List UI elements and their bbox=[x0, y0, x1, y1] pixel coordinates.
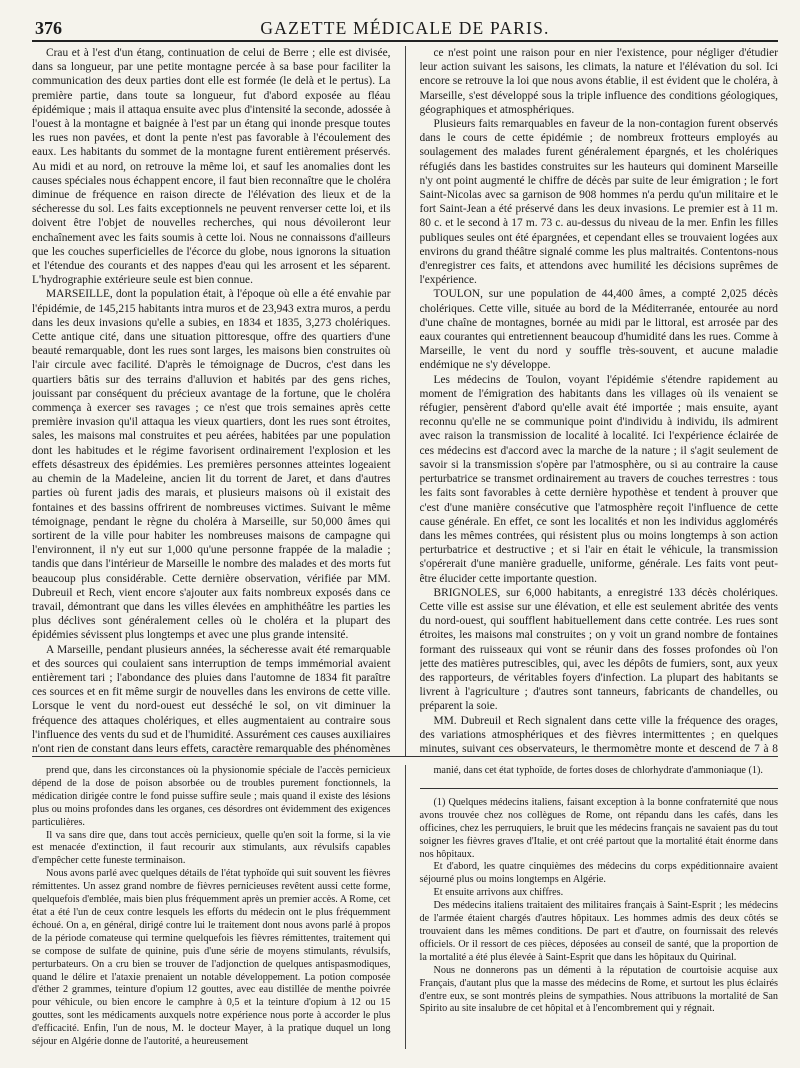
paragraph: Crau et à l'est d'un étang, continuation de celui de Berre ; elle est divisée, dans sa longueur, par une petite montagne percée à sa base pour faciliter la communication des deux parties dont elle est formée (le delà et le pertus). La première partie, dans toute sa longueur, fut d'abord exposée au fléau épidémique ; mais il attaqua ensuite avec plus d'intensité la seconde, adossée à l'ouest à la montagne et baignée à l'est par un étang qui inonde presque toutes les rues non pavées, et dont la pente n'est pas favorable à l'écoulement des eaux. Les habitants du sommet de la montagne furent entièrement préservés. Au midi et au nord, on retrouve la même loi, et sauf les anomalies dont les causes spéciales nous échappent encore, il faut bien reconnaître que le choléra diminue de fréquence en raison directe de l'élévation des lieux et de la sécheresse du sol. Les faits exceptionnels ne peuvent renverser cette loi, et ils doivent être l'objet de nouvelles recherches, qui nous dévoileront leur enchaînement avec les faits soumis à cette loi. Nous ne connaissons d'ailleurs que les couches superficielles de l'écorce du globe, nous ignorons la situation et l'étendue des courants et des nappes d'eau qui les arrosent et les séparent. L'hydrographie extérieure seule est bien connue. bbox=[32, 47, 391, 287]
secondary-column-right bbox=[420, 765, 779, 1049]
footnote-paragraph: Et ensuite arrivons aux chiffres. bbox=[433, 887, 564, 899]
paragraph: Plusieurs faits remarquables en faveur de la non-contagion furent observés dans le cours de cette épidémie ; de nombreux frotteurs employés au soulagement des malades furent généralement épargnés, et les cholériques réfugiés dans les bastides construites sur les hauteurs qui dominent Marseille n'y ont point augmenté le chiffre de décès par suite de leur émigration ; le fort Saint-Nicolas avec sa garnison de 908 hommes n'a perdu qu'un militaire et le fort Saint-Jean a été préservé dans les deux invasions. Le premier est à 11 m. 80 c. et le second à 17 m. 73 c. au-dessus du niveau de la mer. Enfin les filles publiques seules ont été épargnées, et cependant elles se trouvaient logées aux environs du grand théâtre signalé comme les plus maltraités. Contentons-nous d'enregistrer ces faits, et attendons avec humilité les décisions suprêmes de l'expérience. bbox=[419, 118, 778, 287]
paragraph: TOULON, sur une population de 44,400 âmes, a compté 2,025 décès cholériques. Cette ville, située au bord de la Méditerranée, entourée au nord d'une chaîne de montagnes, bornée au midi par le littoral, est arrosée par des eaux courantes qui entretiennent beaucoup d'humidité dans les rues. Comme à Marseille, le vent du nord y souffle très-souvent, et aucune maladie endémique ne s'y développe. bbox=[419, 288, 778, 372]
main-article bbox=[32, 46, 778, 757]
page-header bbox=[32, 0, 778, 42]
journal-title: GAZETTE MÉDICALE DE PARIS. bbox=[260, 18, 550, 38]
paragraph: Les médecins de Toulon, voyant l'épidémie s'étendre rapidement au moment de l'émigration des habitants dans les villages où ils venaient se réfugier, pensèrent d'abord qu'elle avait été importée ; mais ensuite, ayant reconnu qu'elle ne se communique point d'individu à individu, ils admirent avec raison la transmission de localité à localité. Ici l'expérience éclairée de ces médecins est d'accord avec la marche de la nature ; il s'agit seulement de savoir si la transmission s'opère par l'atmosphère, ou si au contraire la cause perturbatrice se transmet ordinairement au travers de couches terrestres : tous les faits sont favorables à cette dernière hypothèse et tendent à prouver que c'est d'une manière consécutive que l'atmosphère reçoit l'influence de cette cause générale. En effet, ce sont les localités et non les individus agglomérés dans les mêmes contrées, qui résistent plus ou moins longtemps à son action perturbatrice et destructive ; et si l'air en était le véhicule, la transmission s'opérerait d'une manière graduelle, uniforme, générale. Les faits vont peut-être élucider cette importante question. bbox=[419, 373, 778, 585]
footnote-paragraph: Et d'abord, les quatre cinquièmes des médecins du corps expéditionnaire avaient séjourné plus ou moins longtemps en Algérie. bbox=[419, 861, 778, 886]
paragraph: MM. Dubreuil et Rech signalent dans cette ville la fréquence des orages, des variations atmosphériques et des fièvres intermittentes ; en quelques minutes, suivant ces observateurs, le thermomètre monte et descend de 7 à 8 bbox=[419, 714, 778, 755]
footnote-separator bbox=[420, 788, 779, 789]
page-number: 376 bbox=[35, 18, 62, 38]
column-divider bbox=[405, 46, 406, 756]
article-column-right bbox=[420, 46, 779, 756]
footnote-paragraph: (1) Quelques médecins italiens, faisant exception à la bonne confraternité que nous avons trouvée chez nos collègues de Rome, ont répandu dans les cafés, dans les officines, chez les perruquiers, le bruit que les médecins français ne savaient pas du tout soigner les fièvres graves d'Italie, et ont créé partout que la mortalité était énorme dans nos hôpitaux. bbox=[419, 796, 779, 860]
paragraph: manié, dans cet état typhoïde, de fortes doses de chlorhydrate d'ammoniaque (1). bbox=[433, 765, 763, 776]
footnote-paragraph: Des médecins italiens traitaient des militaires français à Saint-Esprit ; les médecins de l'armée étaient chargés d'autres hôpitaux. Les hommes admis des deux côtés se trouvaient dans les mêmes conditions. De part et d'autre, on fournissait des relevés officiels. Or il ressort de ces pièces, déposées au conseil de santé, que la proportion de la mortalité a été plus élevée à Saint-Esprit que dans les hôpitaux du Quirinal. bbox=[419, 900, 778, 963]
paragraph: A Marseille, pendant plusieurs années, la sécheresse avait été remarquable et des sources qui coulaient sans interruption de temps immémorial avaient entièrement tari ; l'abondance des pluies dans l'automne de 1834 fit paraître ces sources et en fit même surgir de nouvelles dans les environs de cette ville. Lorsque le vent du nord-ouest eut desséché le sol, on vit diminuer la fréquence des attaques cholériques, et elles augmentaient au contraire sous l'influence des vents du sud et de l'humidité. Assurément ces causes auxiliaires n'ont rien de constant dans leurs effets, caractère remarquable des phénomènes bbox=[32, 643, 391, 755]
column-divider bbox=[405, 765, 406, 1049]
secondary-article bbox=[32, 765, 778, 1049]
paragraph: MARSEILLE, dont la population était, à l'époque où elle a été envahie par l'épidémie, de 145,215 habitants intra muros et de 23,943 extra muros, a perdu dans les deux invasions qu'elle a subies, en 1834 et 1835, 3,273 cholériques. Cette antique cité, dans une situation pittoresque, offre des quartiers d'une beauté remarquable, dont les rues sont larges, les maisons bien construites où l'air circule avec facilité. D'après le témoignage de Ducros, c'est dans les quartiers bâtis sur des terrains d'alluvion et habités par des gens riches, jouissant par conséquent du précieux avantage de la fortune, que le choléra commença à exercer ses ravages ; ce n'est que trois semaines après cette première invasion qu'il attaqua les vieux quartiers, dont les rues sont étroites, sales, les maisons mal construites et peu aérées, habitées par une population dont les habitudes et le régime favorisent ordinairement l'explosion et les effets désastreux des épidémies. Les premières personnes atteintes logeaient au chemin de la Madeleine, ancien lit du torrent de Jaret, et dans d'autres parties où furent jadis des marais, et plusieurs maisons où il existait des fontaines et des bassins offrirent de nombreuses victimes. Suivant le même témoignage, pendant le règne du choléra à Marseille, sur 50,000 âmes qui sortirent de la ville pour habiter les nombreuses maisons de campagne qui l'environnent, il n'y eut sur 1,000 qu'une personne frappée de la maladie ; tandis que dans l'intérieur de Marseille le nombre des malades et des morts fut beaucoup plus considérable. Cette dernière observation, vérifiée par MM. Dubreuil et Rech, vient encore s'ajouter aux faits nombreux exposés dans ce travail, démontrant que dans les villes élevées en amphithéâtre les parties les plus déclives sont généralement celles où le choléra et la plupart des épidémies sévissent plus longtemps et avec une plus grande intensité. bbox=[32, 288, 391, 642]
paragraph: Nous avons parlé avec quelques détails de l'état typhoïde qui suit souvent les fièvres rémittentes. Un assez grand nombre de fièvres pernicieuses revêtent aussi cette forme, quelquefois d'emblée, mais bien plus fréquemment après un premier accès. A Rome, cet état a été l'un de ceux contre lesquels les efforts du médecin ont le plus fréquemment échoué. On a, en général, dirigé contre lui le traitement dont nous avons parlé à propos de la période comateuse qui termine quelquefois les fièvres rémittentes, traitement qui se compose de sulfate de quinine, puis d'une série de moyens stimulants, révulsifs, perturbateurs. On a cru bien se trouver de l'adjonction de quelques antispasmodiques, quand le délire et l'ataxie prenaient un notable développement. La potion composée d'éther 2 grammes, teinture d'opium 12 gouttes, avec eau distillée de menthe poivrée pour véhicule, ou bien encore le camphre à 0,5 et la teinture d'opium à 12 ou 15 gouttes, sont les médicaments auxquels notre expérience nous porte à accorder le plus d'efficacité. Enfin, l'un de nous, M. le docteur Mayer, à la pratique duquel un long séjour en Algérie donne de l'autorité, a heureusement bbox=[32, 868, 391, 1048]
paragraph: prend que, dans les circonstances où la physionomie spéciale de l'accès pernicieux dépend de la dose de poison absorbée ou de troubles purement fonctionnels, la médication dirigée contre le fond puisse suffire seule ; mais quand il existe des lésions plus ou moins profondes dans les organes, ces désordres ont évidemment des exigences particulières. bbox=[32, 765, 391, 828]
article-column-left bbox=[32, 46, 391, 756]
paragraph: Il va sans dire que, dans tout accès pernicieux, quelle qu'en soit la forme, si la vie est menacée d'extinction, il faut recourir aux stimulants, aux révulsifs capables d'empêcher cette funeste terminaison. bbox=[32, 829, 391, 867]
secondary-column-left bbox=[32, 765, 391, 1049]
paragraph: ce n'est point une raison pour en nier l'existence, pour négliger d'étudier leur action suivant les saisons, les climats, la nature et l'élévation du sol. Ici encore se retrouve la loi que nous avons établie, il est évident que le choléra, à Marseille, s'est développé sous la triple influence des conditions géologiques, géographiques et atmosphériques. bbox=[419, 47, 778, 116]
footnote-paragraph: Nous ne donnerons pas un démenti à la réputation de courtoisie acquise aux Français, d'autant plus que la masse des médecins de Rome, et surtout les plus éclairés d'entre eux, se sont montrés pleins de sympathies. Nous attribuons la mortalité de San Spirito au site insalubre de cet hôpital et à l'encombrement qui y régnait. bbox=[419, 964, 778, 1015]
paragraph: BRIGNOLES, sur 6,000 habitants, a enregistré 133 décès cholériques. Cette ville est assise sur une élévation, et elle est seulement abritée des vents du nord-ouest, qui soufflent habituellement dans cette contrée. Les rues sont étroites, les maisons mal construites ; on y voit un grand nombre de fontaines formant des ruisseaux qui vont se réunir dans des fosses profondes où l'on jette des matières putrescibles, qui, avec les dépôts de fumiers, sont, aux yeux des rapporteurs, de véritables foyers d'infection. La plupart des habitants se livrent à l'agriculture ; d'autres sont tanneurs, fabricants de chandelles, ou préparent la soie. bbox=[419, 586, 778, 713]
